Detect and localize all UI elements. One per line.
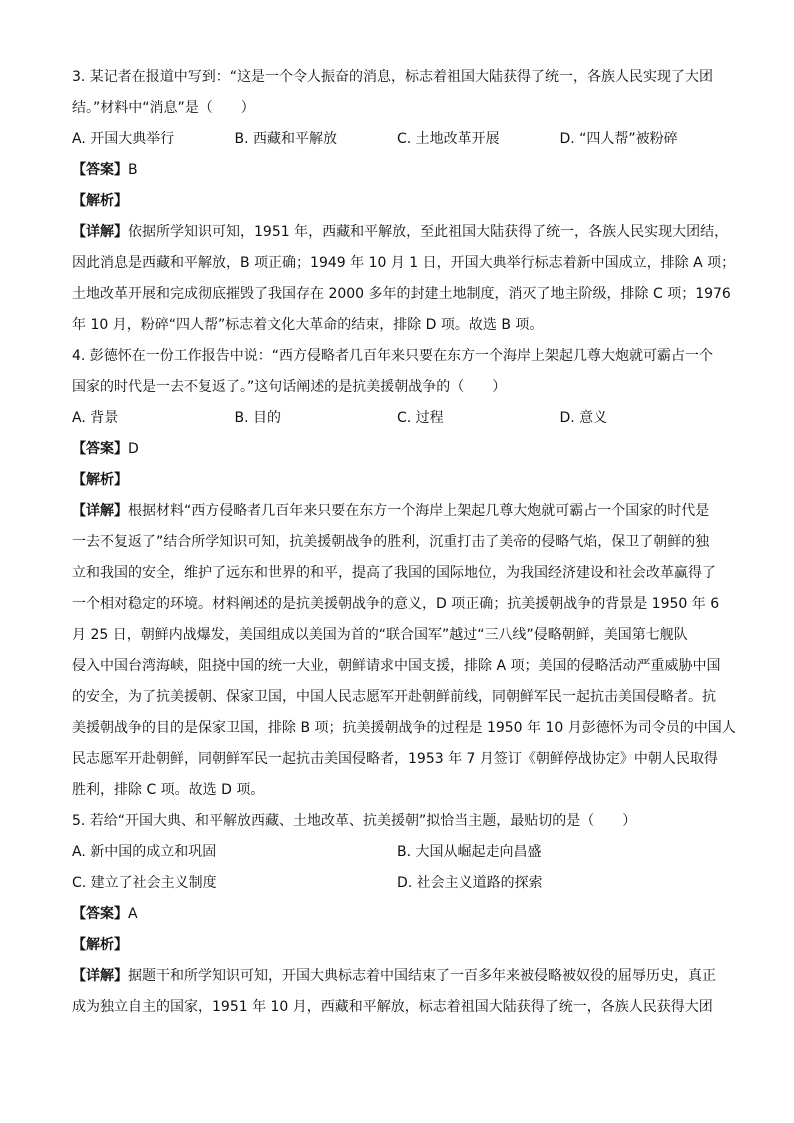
q3-answer <box>72 155 722 186</box>
q5-option-a: A. 新中国的成立和巩固 <box>72 844 217 860</box>
q3-stem-line-1: 3. 某记者在报道中写到：“这是一个令人振奋的消息，标志着祖国大陆获得了统一，各族人民实现了大团 <box>72 69 714 85</box>
q3-analysis-label: 【解析】 <box>72 193 128 209</box>
q5-answer-label: 【答案】 <box>72 906 128 922</box>
q4-stem-line-1: 4. 彭德怀在一份工作报告中说：“西方侵略者几百年来只要在东方一个海岸上架起几尊大炮就可霸占一个 <box>72 348 714 364</box>
q4-detail-line-9: 民志愿军开赴朝鲜，同朝鲜军民一起抗击美国侵略者，1953 年 7 月签订《朝鲜停战协定》中朝人民取得 <box>72 751 718 767</box>
q3-detail-line-2: 因此消息是西藏和平解放，B 项正确；1949 年 10 月 1 日，开国大典举行标志着新中国成立，排除 A 项； <box>72 255 736 271</box>
q5-option-d: D. 社会主义道路的探索 <box>397 875 543 891</box>
q4-answer <box>72 434 722 465</box>
q3-detail-line-4: 年 10 月，粉碎“四人帮”标志着文化大革命的结束，排除 D 项。故选 B 项。 <box>72 317 544 333</box>
q4-detail-line-3: 立和我国的安全，维护了远东和世界的和平，提高了我国的国际地位，为我国经济建设和社会改革赢得了 <box>72 565 716 581</box>
q4-detail-line-5: 月 25 日，朝鲜内战爆发，美国组成以美国为首的“联合国军”越过“三八线”侵略朝鲜，美国第七舰队 <box>72 627 688 643</box>
q4-detail-line-2: 一去不复返了”结合所学知识可知，抗美援朝战争的胜利，沉重打击了美帝的侵略气焰，保卫了朝鲜的独 <box>72 534 710 550</box>
q3-answer-label: 【答案】 <box>72 162 128 178</box>
q3-detail-line-3: 土地改革开展和完成彻底摧毁了我国存在 2000 多年的封建土地制度，消灭了地主阶级，排除 C 项；1976 <box>72 286 731 302</box>
q4-detail-line-6: 侵入中国台湾海峡，阻挠中国的统一大业，朝鲜请求中国支援，排除 A 项；美国的侵略活动严重威胁中国 <box>72 658 721 674</box>
q5-options-row-2 <box>72 868 722 899</box>
q4-detail-line-10: 胜利，排除 C 项。故选 D 项。 <box>72 782 265 798</box>
q3-option-c: C. 土地改革开展 <box>397 131 500 147</box>
q5-detail-label: 【详解】 <box>72 968 128 984</box>
q3-answer-value: B <box>128 162 138 178</box>
q3-stem-line-2: 结。”材料中“消息”是（ ） <box>72 100 255 116</box>
q5-option-c: C. 建立了社会主义制度 <box>72 875 217 891</box>
q4-detail-line-8: 美援朝战争的目的是保家卫国，排除 B 项；抗美援朝战争的过程是 1950 年 10 月彭德怀为司令员的中国人 <box>72 720 736 736</box>
q5-stem-line-1: 5. 若给“开国大典、和平解放西藏、土地改革、抗美援朝”拟恰当主题，最贴切的是（ ） <box>72 813 637 829</box>
q5-answer <box>72 899 722 930</box>
q3-detail-label: 【详解】 <box>72 224 128 240</box>
q4-detail-line-7: 的安全，为了抗美援朝、保家卫国，中国人民志愿军开赴朝鲜前线，同朝鲜军民一起抗击美国侵略者。抗 <box>72 689 716 705</box>
q3-detail-line-1: 【详解】依据所学知识可知，1951 年，西藏和平解放，至此祖国大陆获得了统一，各族人民实现大团结， <box>72 224 729 240</box>
q5-detail-line-2: 成为独立自主的国家，1951 年 10 月，西藏和平解放，标志着祖国大陆获得了统一，各族人民获得大团 <box>72 999 713 1015</box>
q4-option-d: D. 意义 <box>559 410 608 426</box>
q4-option-a: A. 背景 <box>72 410 119 426</box>
q4-detail-line-1: 【详解】根据材料“西方侵略者几百年来只要在东方一个海岸上架起几尊大炮就可霸占一个国家的时代是 <box>72 503 710 519</box>
q4-analysis-label: 【解析】 <box>72 472 128 488</box>
q5-option-b: B. 大国从崛起走向昌盛 <box>397 844 542 860</box>
q4-stem-line-2: 国家的时代是一去不复返了。”这句话阐述的是抗美援朝战争的（ ） <box>72 379 507 395</box>
q4-detail-label: 【详解】 <box>72 503 128 519</box>
q3-option-b: B. 西藏和平解放 <box>234 131 338 147</box>
q4-option-b: B. 目的 <box>234 410 282 426</box>
q5-detail-line-1: 【详解】据题干和所学知识可知，开国大典标志着中国结束了一百多年来被侵略被奴役的屈辱历史，真正 <box>72 968 716 984</box>
q3-option-d: D. “四人帮”被粉碎 <box>559 131 678 147</box>
q4-answer-label: 【答案】 <box>72 441 128 457</box>
document-page <box>72 62 736 1023</box>
q4-answer-value: D <box>128 441 139 457</box>
q3-option-a: A. 开国大典举行 <box>72 131 175 147</box>
q5-analysis-label: 【解析】 <box>72 937 128 953</box>
q4-detail-line-4: 一个相对稳定的环境。材料阐述的是抗美援朝战争的意义，D 项正确；抗美援朝战争的背景是 1950 年 6 <box>72 596 720 612</box>
q4-option-c: C. 过程 <box>397 410 444 426</box>
q5-options-row-1 <box>72 837 722 868</box>
q5-answer-value: A <box>128 906 138 922</box>
q4-options <box>72 403 722 434</box>
q3-options <box>72 124 722 155</box>
